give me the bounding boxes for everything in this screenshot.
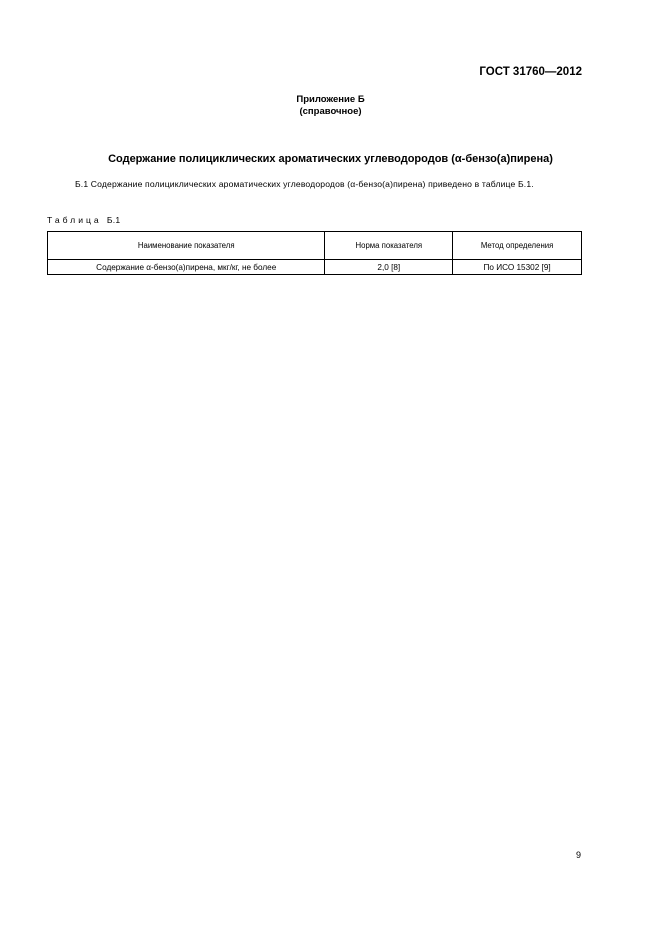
body-paragraph: Б.1 Содержание полициклических ароматических углеводородов (α-бензо(а)пирена) приведено в таблице Б.1. xyxy=(75,179,534,189)
table-row xyxy=(48,260,582,275)
table-header-cell: Наименование показателя xyxy=(48,232,325,260)
table-caption-number: Б.1 xyxy=(106,215,121,225)
table-header-cell: Метод определения xyxy=(453,232,582,260)
table-cell-indicator: Содержание α-бензо(а)пирена, мкг/кг, не более xyxy=(48,260,325,275)
document-code: ГОСТ 31760—2012 xyxy=(479,66,582,78)
data-table xyxy=(47,231,582,275)
appendix-subtitle: (справочное) xyxy=(299,106,362,117)
table-cell-norm: 2,0 [8] xyxy=(325,260,453,275)
table-caption xyxy=(47,215,120,225)
appendix-heading xyxy=(0,94,661,118)
appendix-title: Приложение Б xyxy=(296,94,365,105)
table-caption-word: Таблица xyxy=(47,215,102,225)
table-header-row xyxy=(48,232,582,260)
page-number: 9 xyxy=(575,850,581,860)
table-header-cell: Норма показателя xyxy=(325,232,453,260)
table-cell-method: По ИСО 15302 [9] xyxy=(453,260,582,275)
section-title: Содержание полициклических ароматических углеводородов (α-бензо(а)пирена) xyxy=(108,153,553,165)
